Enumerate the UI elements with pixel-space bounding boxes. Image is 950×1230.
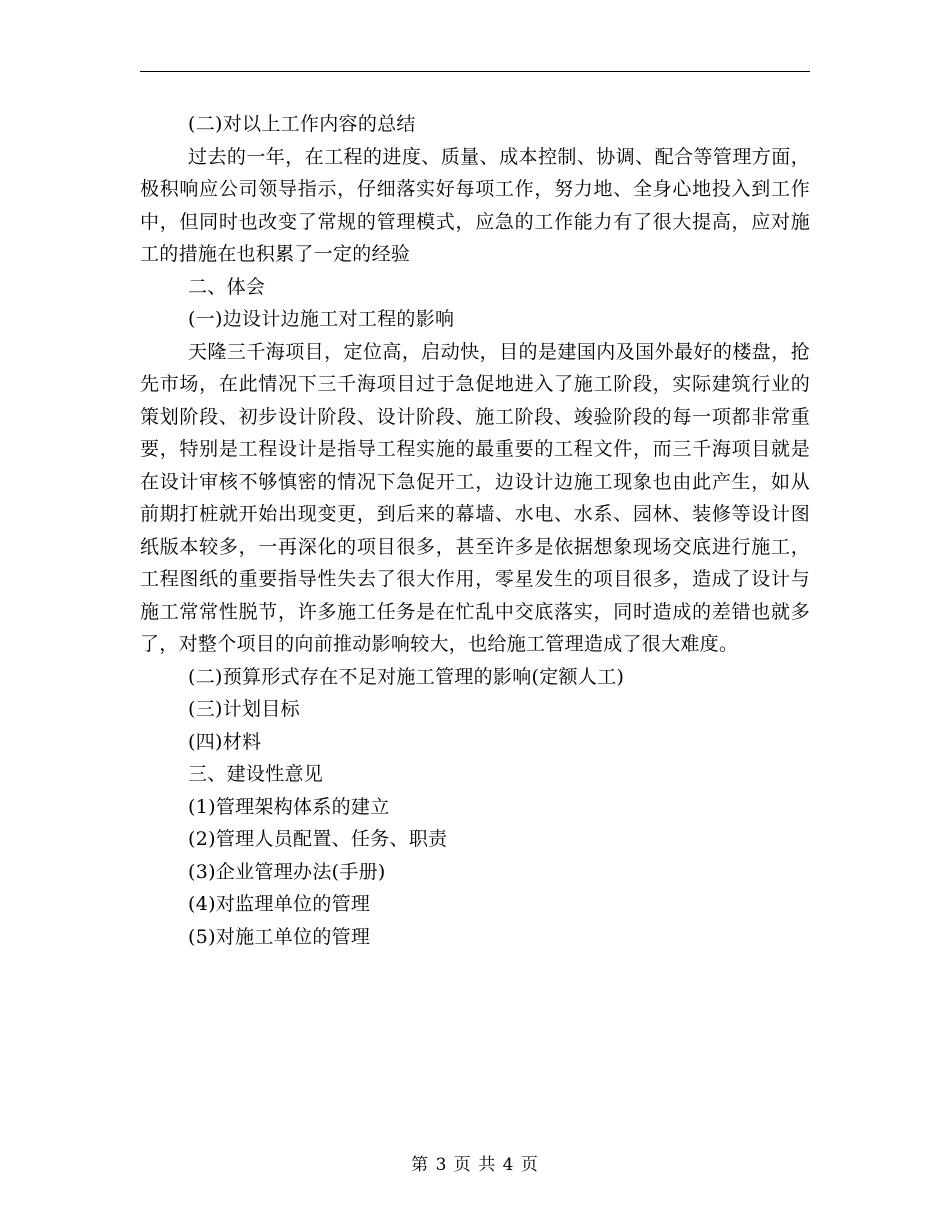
section-heading-summary: (二)对以上工作内容的总结 [188,113,416,135]
document-body [140,108,810,953]
list-item-staffing: (2)管理人员配置、任务、职责 [188,828,448,850]
subheading-materials: (四)材料 [188,730,262,753]
page-number-footer: 第 3 页 共 4 页 [411,1155,539,1175]
paragraph-project-body: 天隆三千海项目，定位高，启动快，目的是建国内及国外最好的楼盘，抢先市场，在此情况下三千海项目过于急促地进入了施工阶段，实际建筑行业的策划阶段、初步设计阶段、设计阶段、施工阶段、竣验阶段的每一项都非常重要，特别是工程设计是指导工程实施的最重要的工程文件，而三千海项目就是在设计审核不够慎密的情况下急促开工，边设计边施工现象也由此产生，如从前期打桩就开始出现变更，到后来的幕墙、水电、水系、园林、装修等设计图纸版本较多，一再深化的项目很多，甚至许多是依据想象现场交底进行施工，工程图纸的重要指导性失去了很大作用，零星发生的项目很多，造成了设计与施工常常性脱节，许多施工任务是在忙乱中交底落实，同时造成的差错也就多了，对整个项目的向前推动影响较大，也给施工管理造成了很大难度。 [140,340,810,655]
section-heading-experience: 二、体会 [188,275,266,298]
list-item-contractors: (5)对施工单位的管理 [188,925,371,948]
header-rule [140,71,810,72]
subheading-design-construction: (一)边设计边施工对工程的影响 [188,308,455,330]
paragraph-summary-body: 过去的一年，在工程的进度、质量、成本控制、协调、配合等管理方面，极积响应公司领导指示，仔细落实好每项工作，努力地、全身心地投入到工作中，但同时也改变了常规的管理模式，应急的工作能力有了很大提高，应对施工的措施在也积累了一定的经验 [140,145,810,265]
list-item-handbook: (3)企业管理办法(手册) [188,860,386,883]
list-item-structure: (1)管理架构体系的建立 [188,795,390,818]
subheading-plan-targets: (三)计划目标 [188,698,300,720]
subheading-budget: (二)预算形式存在不足对施工管理的影响(定额人工) [188,665,625,688]
section-heading-suggestions: 三、建设性意见 [188,763,324,785]
list-item-supervision: (4)对监理单位的管理 [188,893,371,915]
